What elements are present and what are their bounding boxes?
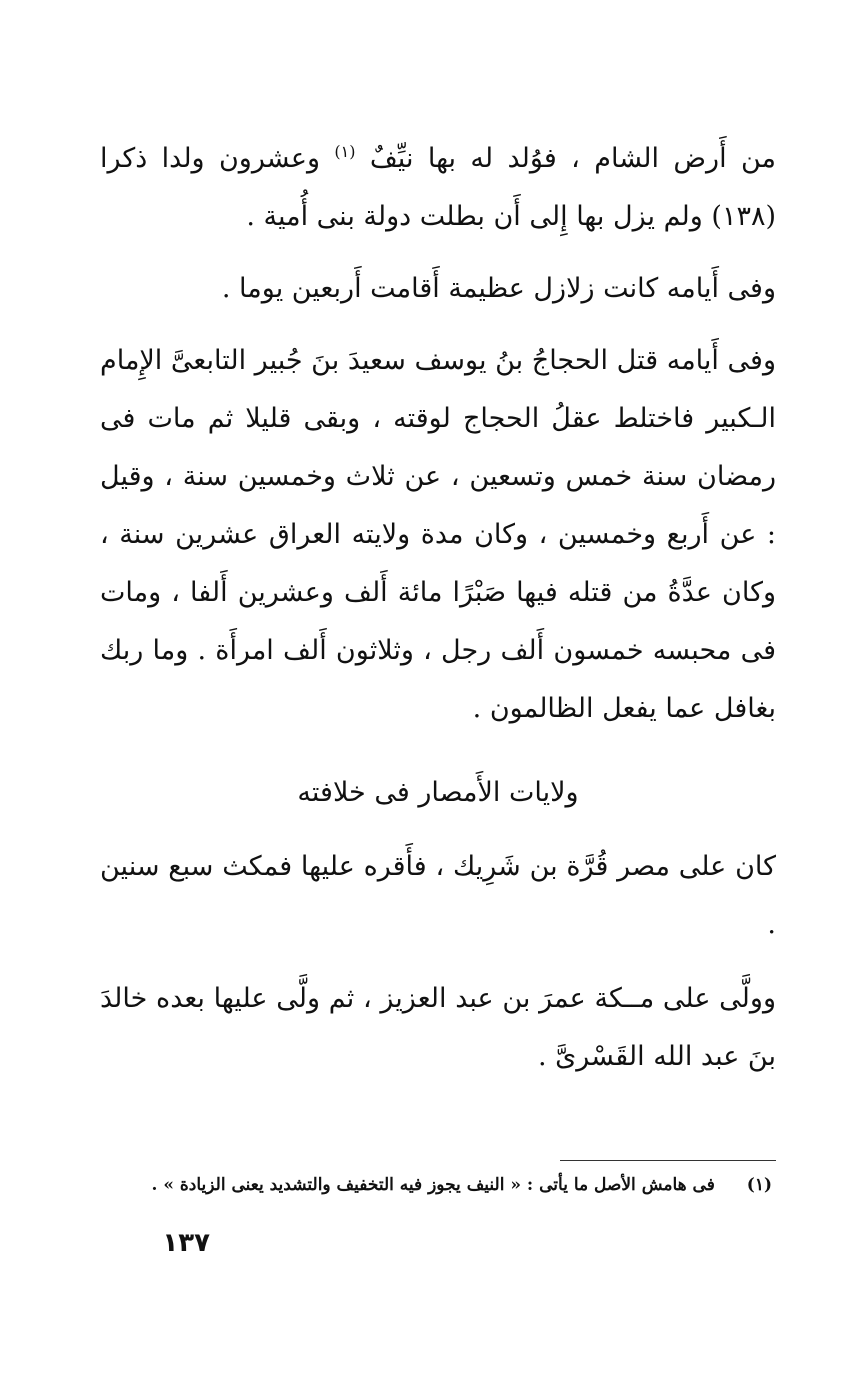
footnote-reference: (١) [334, 142, 356, 161]
footnote-divider [560, 1160, 776, 1161]
paragraph-1-part-a: من أَرض الشام ، فوُلد له بها نيِّفٌ [369, 143, 776, 174]
paragraph-5: وولَّى على مــكة عمرَ بن عبد العزيز ، ثم ولَّى عليها بعده خالدَ بنَ عبد الله القَسْرىَّ . [100, 983, 776, 1072]
footnote-text: فى هامش الأصل ما يأتى : « النيف يجوز فيه التخفيف والتشديد يعنى الزيادة » . [151, 1175, 715, 1195]
section-heading: ولايات الأَمصار فى خلافته [297, 777, 579, 808]
paragraph-4: كان على مصر قُرَّة بن شَرِيك ، فأَقره عليها فمكث سبع سنين . [100, 851, 776, 940]
footnote-number: (١) [746, 1175, 772, 1195]
paragraph-3: وفى أَيامه قتل الحجاجُ بنُ يوسف سعيدَ بنَ جُبير التابعىَّ الإِمام الـكبير فاختلط عقلُ الحجاج لوقته ، وبقى قليلا ثم مات فى رمضان سنة خمس وتسعين ، عن ثلاث وخمسين سنة ، وقيل : عن أَربع وخمسين ، وكان مدة ولايته العراق عشرين سنة ، وكان عدَّةُ من قتله فيها صَبْرًا مائة أَلف وعشرين أَلفا ، ومات فى محبسه خمسون أَلف رجل ، وثلاثون أَلف امرأَة . وما ربك بغافل عما يفعل الظالمون . [100, 345, 776, 724]
paragraph-1 [100, 130, 776, 246]
main-text [100, 130, 776, 1086]
footnote [150, 1168, 772, 1202]
paragraph-1-part-b: وعشرون ولدا ذكرا (١٣٨) ولم يزل بها إِلى أَن بطلت دولة بنى أُمية . [100, 143, 776, 232]
paragraph-2: وفى أَيامه كانت زلازل عظيمة أَقامت أَربعين يوما . [221, 273, 776, 304]
page-number: ١٣٧ [162, 1228, 210, 1258]
